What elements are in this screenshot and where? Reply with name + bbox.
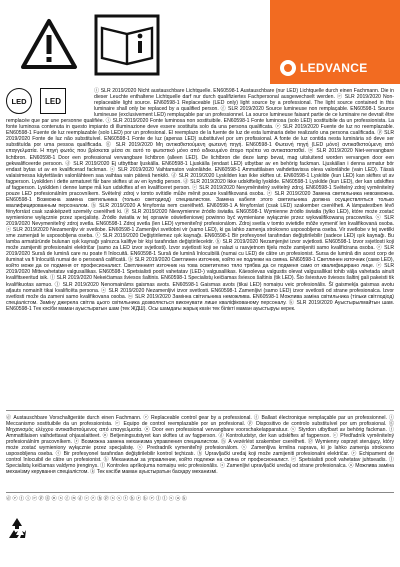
- control-gear-notice: ⓓ Austauschbare Vorschaltgeräte durch einen Fachmann. ⓔ Replaceable control gear by a professional. ⓕ Ballast électronique remplaçable par un professionnel. ⓘ Meccanismo sostituibile da un professionista. ⓔ Equipo de control reemplazable por un profesional. ⓟ Dispositivo de controlo substituível por um profissional. ⓖ Μηχανισμός ελέγχου αντικαθιστούμενος από επαγγελματία. ⓝ Door een professional vervangbare voorschakelapparatuur. ⓢ Styrdon utbytbart av behörig fackman. ⓕ Ammattilaisen vaihdettavat ohjauslaitteet. ⓝ Betjeningsutstyret kan skiftes ut av fagperson. ⓓ Kontroludstyr, der kan udskiftes af fagperson. ⓒ Předřadník vyměnitelný profesionálním pracovníkem. ⓡ Возможна замена механизма управления специалистом. ⓗ A vezérlést szakember cserélheti. ⓟ Wymienny osprzęt sterujący, który może zostać wymieniony wyłącznie przez specjalistę. ⓢ Predradník vymeniteľný profesionálom. ⓢ Zamenljiva krmilna naprava, ki jo lahko zamenja strokovno usposobljena oseba. ⓣ Bir profesyonel tarafından değiştirilebilir kontrol teçhizatı. ⓗ Upravljački uređaj koji može zamijeniti profesionalni električar. ⓡ Echipament de control înlocuibil de către un profesionist. ⓑ Механизъм за управление, който подлежи на смяна от професионалист. ⓔ Spetsialisti poolt vahetatav juhtseadis. ⓛ Specialistų keičiamas valdymo įrenginys. ⓛ Kontroles aprīkojuma nomaiņu veic profesionālis. ⓢ Zamenljivi upravljački uređaj od strane profesionalca. ⓤ Можлива заміна механізму керування спеціалістом. ⓚ Тек кәсіби маман ауыстыратын басқару механизмі.: [6, 415, 394, 476]
- light-source-notice-text: ⓘ SLR 2019/2020 Nicht austauschbare Lichtquelle. EN60598-1 Austauschbare (nur LED) Lichtquelle durch einen Fachmann. Die in dieser Leuchte enthaltene Lichtquelle darf nur durch qualifiziertes Fachpersonal ausgewechselt werden. ⓔ SLR 2019/2020 Non-replaceable light source. EN60598-1 Replaceable (LED only) light source by a professional. The light source contained in this luminaire shall only be replaced by a qualified person. ⓕ SLR 2019/2020 Source lumineuse non remplaçable. EN60598-1 Source lumineuse (exclusivement LED) remplaçable par un professionnel. La source lumineuse faisant partie de ce luminaire ne devrait être remplacée que par une personne qualifiée. ⓘ SLR 2019/2020 Fonte luminosa non sostituibile. EN60598-1 Fonte luminosa (solo LED) sostituibile da un professionista. La fonte luminosa contenuta in questo impianto di illuminazione deve essere sostituita solo da una persona qualificata. ⓔ SLR 2019/2020 Fuente de luz no reemplazable. EN60598-1 Fuente de luz reemplazable (solo LED) por un profesional. El reemplazo de la fuente de luz de esta luminaria debe realizarlo una persona cualificada. ⓟ SLR 2019/2020 Fonte de luz não substituível. EN60598-1 Fonte de luz (apenas LED) substituível por um profissional. A fonte de luz contida nesta luminária só deve ser substituída por uma pessoa qualificada. ⓖ SLR 2019/2020 Μη αντικαθιστούμενη φωτεινή πηγή. EN60598-1 Φωτεινή πηγή (LED μόνο) αντικαθιστούμενη από επαγγελματία. Η πηγή φωτός που βρίσκεται μέσα σε αυτό το φωτιστικό μόνο από ειδικευμένο άτομο πρέπει να αντικατασταθεί. ⓝ SLR 2019/2020 Niet-vervangbare lichtbron. EN60598-1 Door een professional vervangbare lichtbron (alleen LED). De lichtbron die deze lamp bevat, mag uitsluitend worden vervangen door een gekwalificeerde persoon. ⓓ SLR 2019/2020 Ej utbyttbar ljuskälla. EN60598-1 Ljuskälla (endast LED) utbytbar av en behörig fackman. Ljuskällan i denna armatur bör endast bytas ut av en kvalificerad fackman. ⓢ SLR 2019/2020 Vaihtamaton valonlähde. EN60598-1 Ammattilaisen vaihdettavissa oleva valonlähde (vain LED). Tässä valaisimessa käytettävän valonlähteen saa vaihtaa vain pätevä henkilö. ⓓ SLR 2019/2020 Lyskilden kan ikke skiftes ut. EN60598-1 Lyskilde (kun LED) kan skiftes ut av fagperson. Lyskilden i dette armaturet får bare skiftes ut av en kyndig person. ⓓ SLR 2019/2020 Ikke udskiftelig lyskilde. EN60598-1 Lyskilde (kun LED), der kan udskiftes af fagperson. Lyskilden i denne lampe må kun udskiftes af en kvalificeret person. ⓒ SLR 2019/2020 Nevyměnitelný světelný zdroj. EN60598-1 Světelný zdroj vyměnitelný pouze LED profesionálním pracovníkem. Světelný zdroj v tomto svítidle může měnit pouze kvalifikovaná osoba. ⓡ SLR 2019/2020 Замена светильника невозможна. EN60598-1 Возможна замена светильника (только светодиод) специалистом. Замена кабеля этого светильника должна осуществляться только квалифицированным персоналом. ⓗ SLR 2019/2020 A fényforrás nem cserélhető. EN60598-1 A fényforrást (csak LED) szakember cserélheti. A lámpatestben lévő fényforrást csak szakképzett személy cserélheti ki. ⓟ SLR 2019/2020 Niewymienne źródło światła. EN60598-1 Wymienne źródło światła (tylko LED), które może zostać wymienione wyłącznie przez specjalistę. Źródło światła w tej oprawie oświetleniowej powinno być wymieniane wyłącznie przez wykwalifikowaną pracownika. ⓢ SLR 2019/2020 Nevymeniteľný zdroj svetla. EN60598-1 Zdroj svetla (len LED) vymeniteľný profesionálom. Zdroj svetla v tomto svietidle môže vymeniť len kvalifikovaná osoba. ⓢ SLR 2019/2020 Nezamenljiv vir svetlobe. EN60598-1 Zamenljivi svetlobni vir (samo LED), ki ga lahko zamenja strokovno usposobljena oseba. Vir svetlobe v tej svetilki sme zamenjati le usposobljena oseba. ⓣ SLR 2019/2020 Değiştirilemez ışık kaynağı. EN60598-1 Bir profesyonel tarafından değiştirilebilir (sadece LED) ışık kaynağı. Bu lamba armatüründe bulunan ışık kaynağı yalnızca kalifiye bir kişi tarafından değiştirilecektir. ⓗ SLR 2019/2020 Nezamjenjivi izvor svjetlosti. EN60598-1 Izvor svjetlosti koji može zamijeniti profesionalni električar (samo za LED izvor svjetlosti). Izvor svjetlosti koji se nalazi u rasvjetnom tijelu može zamijeniti samo kvalificirana osoba. ⓡ SLR 2019/2020 Sursă de lumină care nu poate fi înlocuită. EN60598-1 Sursă de lumină înlocuibilă (numai cu LED) de către un profesionist. Sursa de lumină din acest corp de iluminat va fi înlocuită numai de o persoană calificată. ⓑ SLR 2019/2020 Светлинен източник, който не подлежи на смяна. EN60598-1 Светлинен източник (само LED), който може да се подменя от професионалист. Светлинният източник на това осветително тяло трябва да се подменя само от квалифицирано лице. ⓔ SLR 2019/2020 Mittevahetatav valgusallikas. EN60598-1 Spetsialisti poolt vahetatav (LED-) valgusallikas. Käesolevas valgustis olevat valgusallikat tohib välja vahetada ainult kvalifitseeritud isik. ⓛ SLR 2019/2020 Nekeičiamas šviesos šaltinis. EN60598-1 Specialistų keičiamas šviesos šaltinis (tik LED). Šio šviestuvo šviesos šaltinį gali pakeisti tik kvalifikuotas asmuo. ⓛ SLR 2019/2020 Nenomaināms gaismas avots. EN60598-1 Gaismas avots (tikai LED) nomaiņu veic profesionālis. Šī gaismekļa gaismas avotu atļauts nomainīt tikai kvalificēta persona. ⓢ SLR 2019/2020 Nezamenljivi izvor svetlosti. EN60598-1 Zamenljivi (samo LED) izvor svetlosti od strane profesionalca. Izvor svetlosti može da zameni samo kvalifikovana osoba. ⓤ SLR 2019/2020 Замінна світильника неможлива. EN60598-1 Можлива заміна світильника (тільки світлодіод) спеціалістом. Заміну джерела світла цього світильника дозволяється виконувати лише кваліфікованому персоналу. ⓚ SLR 2019/2020 Ауыстырылмайтын шам. EN60598-1 Тек кәсіби маман ауыстыратын шам (тек ЖДШ). Осы шамдағы жарық көзін тек білікті маман ауыстыруы керек.: [6, 88, 394, 312]
- brand-name: LEDVANCE: [300, 61, 368, 75]
- read-instructions-book-icon: [94, 14, 160, 76]
- section-divider: [6, 492, 394, 493]
- led-box-icon: LED: [40, 88, 66, 114]
- brand-band: [270, 0, 400, 84]
- led-replaceable-icon: LED: [6, 88, 32, 114]
- warning-triangle-icon: [20, 18, 78, 70]
- language-markers: ⓓ ⓔ ⓕ ⓘ ⓔ ⓟ ⓖ ⓝ ⓢ ⓕ ⓝ ⓓ ⓒ ⓡ ⓗ ⓟ ⓢ ⓢ ⓣ ⓗ ⓡ ⓑ ⓔ ⓛ ⓛ ⓢ ⓤ ⓚ: [6, 496, 187, 502]
- led-symbol-spacer: [6, 88, 94, 114]
- recycle-icon: [6, 516, 28, 542]
- brand-logo: [280, 60, 368, 76]
- light-source-notice: [6, 88, 394, 312]
- brand-mark-icon: [280, 60, 296, 76]
- section-divider: [6, 410, 394, 411]
- pictogram-strip: [0, 0, 270, 95]
